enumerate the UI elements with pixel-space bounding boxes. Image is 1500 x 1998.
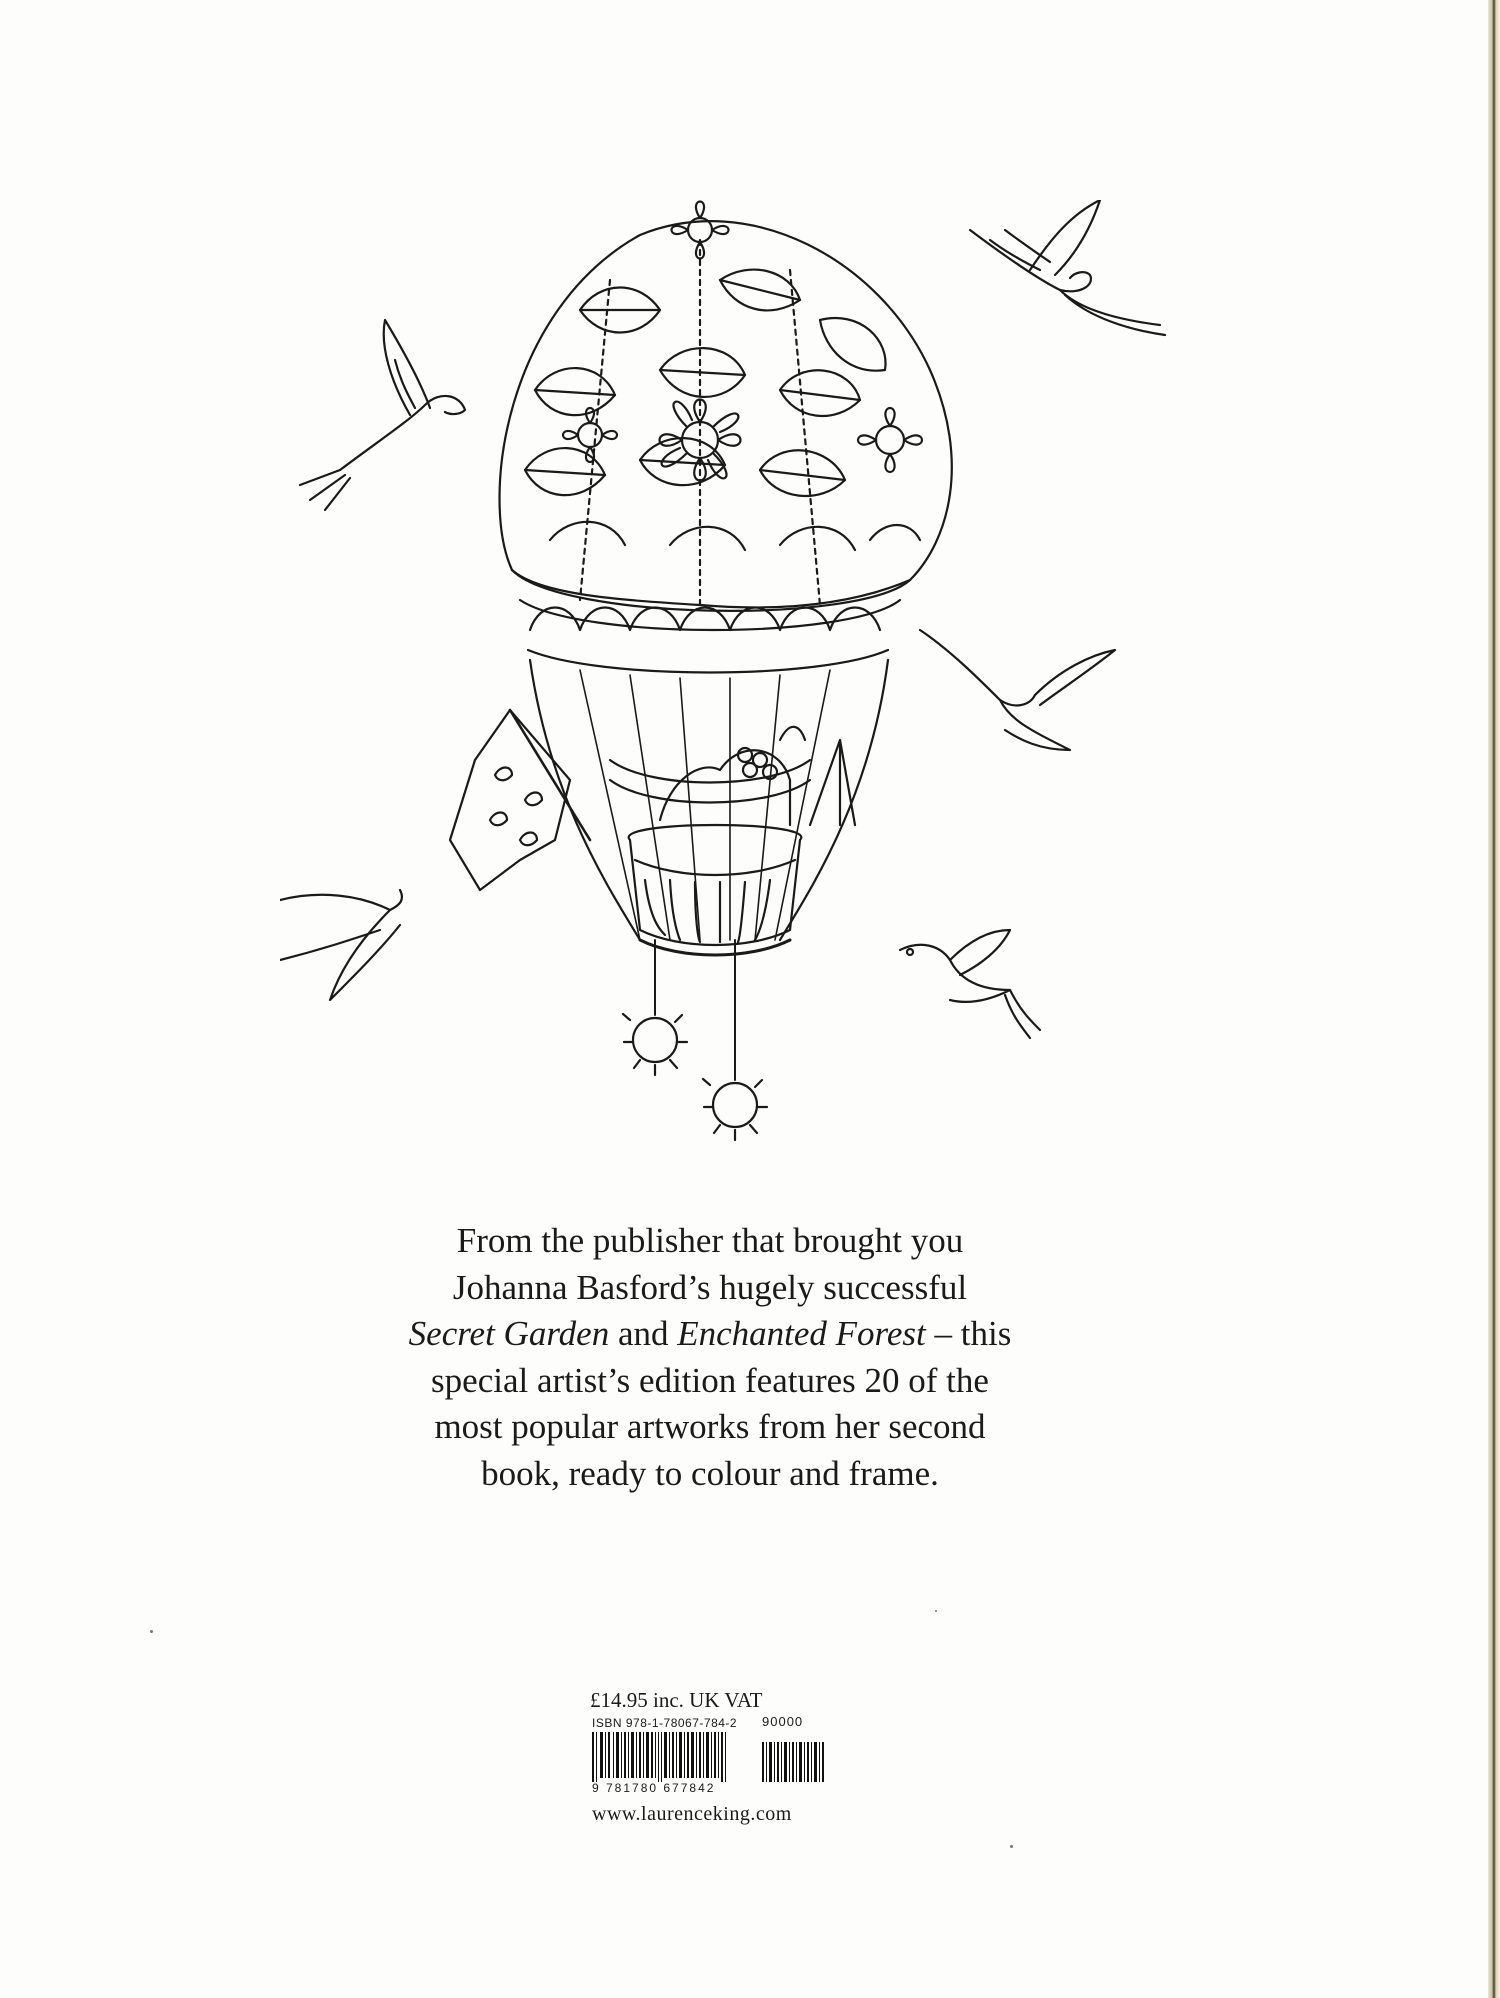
balloon-basket — [629, 727, 855, 955]
blurb-line-rest: – this — [925, 1314, 1012, 1353]
book-title-enchanted-forest: Enchanted Forest — [677, 1314, 926, 1353]
paper-speck — [1010, 1845, 1013, 1848]
paper-speck — [935, 1610, 937, 1612]
bird-illustration — [970, 200, 1165, 335]
bird-illustration — [900, 930, 1040, 1038]
blurb-line — [330, 1311, 1090, 1358]
hot-air-balloon-illustration — [280, 200, 1200, 1160]
blurb-line: most popular artworks from her second — [434, 1407, 986, 1446]
hanging-chestnuts — [623, 940, 767, 1140]
book-title-secret-garden: Secret Garden — [408, 1314, 610, 1353]
barcode-addon-code: 90000 — [762, 1714, 804, 1729]
flag — [450, 710, 590, 890]
blurb-conjunction: and — [609, 1314, 678, 1353]
publisher-website: www.laurenceking.com — [592, 1803, 792, 1825]
paper-speck — [150, 1630, 153, 1633]
bird-illustration — [300, 320, 465, 510]
swallow-illustration — [280, 890, 402, 1000]
book-edge — [1488, 0, 1500, 1998]
blurb-line: Johanna Basford’s hugely successful — [452, 1267, 968, 1307]
isbn: ISBN 978-1-78067-784-2 — [592, 1716, 738, 1730]
barcode — [592, 1732, 832, 1782]
price: £14.95 inc. UK VAT — [590, 1688, 763, 1712]
blurb-line: book, ready to colour and frame. — [481, 1453, 939, 1493]
blurb-line: From the publisher that brought you — [456, 1221, 964, 1260]
blurb-line: special artist’s edition features 20 of the — [431, 1360, 989, 1400]
barcode-digits: 9 781780 677842 — [592, 1781, 716, 1795]
balloon-envelope — [500, 202, 952, 941]
blurb-text — [330, 1218, 1090, 1497]
swallow-illustration — [920, 630, 1115, 750]
